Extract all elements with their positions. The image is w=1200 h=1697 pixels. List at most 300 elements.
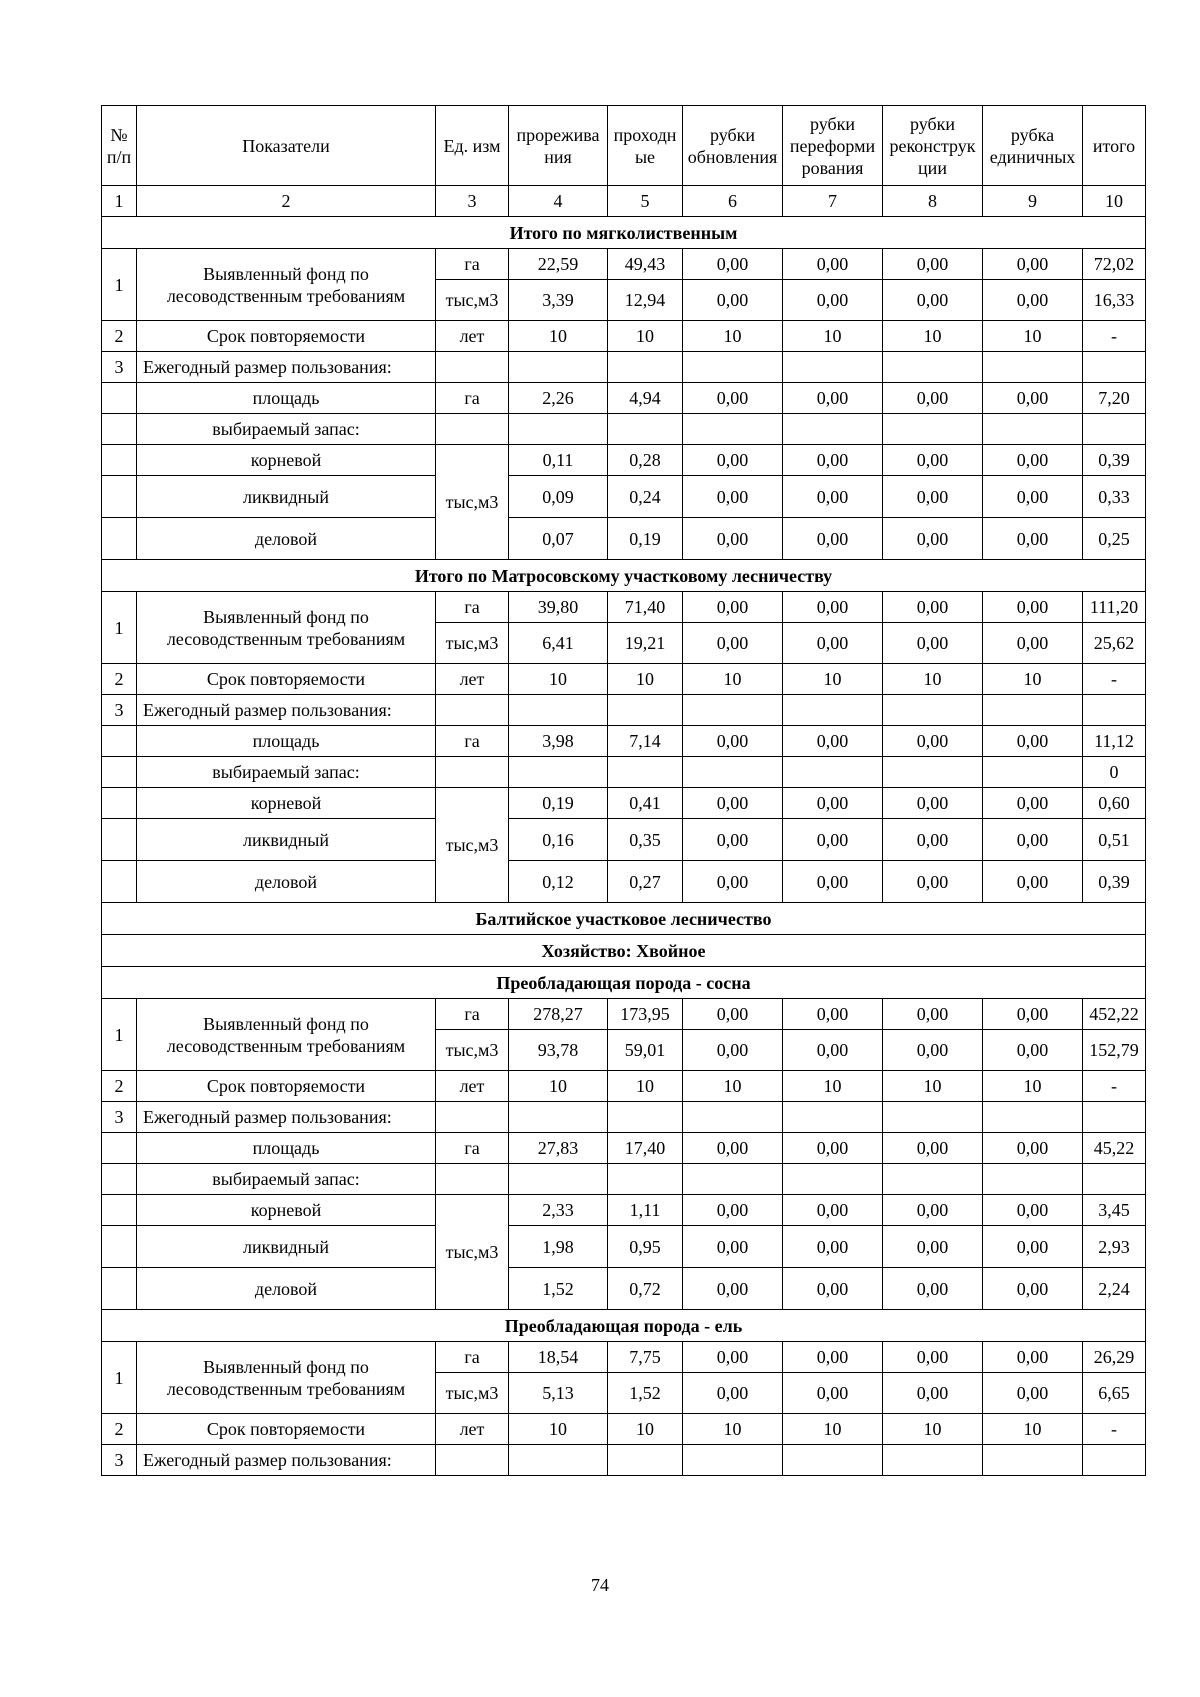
column-header: прорежива ния	[509, 106, 608, 186]
value-cell: 0,00	[683, 1373, 783, 1414]
value-cell: 0,00	[783, 445, 883, 476]
empty-cell	[1083, 352, 1146, 383]
empty-cell	[436, 1445, 509, 1476]
value-cell: 0,00	[783, 861, 883, 903]
table-row	[102, 726, 1146, 757]
value-cell: -	[1083, 321, 1146, 352]
row-label: Срок повторяемости	[137, 664, 436, 695]
table-row	[102, 1445, 1146, 1476]
table-row	[102, 1342, 1146, 1373]
value-cell: 0,39	[1083, 445, 1146, 476]
unit-cell: тыс,м3	[436, 1373, 509, 1414]
row-label: деловой	[137, 518, 436, 560]
value-cell: 0,00	[683, 1226, 783, 1268]
empty-cell	[509, 1102, 608, 1133]
value-cell: 0,00	[683, 726, 783, 757]
value-cell	[783, 1164, 883, 1195]
value-cell: 0,00	[883, 1133, 983, 1164]
value-cell: 0,19	[509, 788, 608, 819]
value-cell: 0,95	[608, 1226, 683, 1268]
value-cell: 0,00	[883, 1342, 983, 1373]
table-row	[102, 695, 1146, 726]
table-row	[102, 1226, 1146, 1268]
table-row	[102, 1414, 1146, 1445]
empty-cell	[1083, 695, 1146, 726]
value-cell: 2,24	[1083, 1268, 1146, 1310]
value-cell: 0,00	[783, 383, 883, 414]
empty-cell	[783, 1102, 883, 1133]
section-title: Хозяйство: Хвойное	[102, 935, 1146, 967]
table-row	[102, 518, 1146, 560]
column-number: 2	[137, 186, 436, 217]
empty-cell	[102, 726, 137, 757]
section-title-row	[102, 967, 1146, 999]
unit-cell: га	[436, 249, 509, 280]
value-cell: 452,22	[1083, 999, 1146, 1030]
value-cell	[683, 757, 783, 788]
value-cell	[509, 757, 608, 788]
value-cell: 2,33	[509, 1195, 608, 1226]
value-cell: 0,00	[983, 999, 1083, 1030]
table-row	[102, 819, 1146, 861]
row-label: Выявленный фонд по лесоводственным требованиям	[137, 592, 436, 664]
section-title-row	[102, 560, 1146, 592]
empty-cell	[509, 695, 608, 726]
row-label: деловой	[137, 861, 436, 903]
column-number: 3	[436, 186, 509, 217]
row-label: ликвидный	[137, 476, 436, 518]
empty-cell	[683, 352, 783, 383]
value-cell: 10	[608, 321, 683, 352]
value-cell: 7,14	[608, 726, 683, 757]
value-cell: 27,83	[509, 1133, 608, 1164]
value-cell: 49,43	[608, 249, 683, 280]
row-number: 1	[102, 249, 137, 321]
value-cell: 10	[783, 1071, 883, 1102]
value-cell: 6,65	[1083, 1373, 1146, 1414]
value-cell: 7,75	[608, 1342, 683, 1373]
value-cell: 18,54	[509, 1342, 608, 1373]
empty-cell	[1083, 1102, 1146, 1133]
row-label: Выявленный фонд по лесоводственным требованиям	[137, 249, 436, 321]
table-row	[102, 414, 1146, 445]
unit-cell: га	[436, 999, 509, 1030]
unit-cell: га	[436, 383, 509, 414]
empty-cell	[883, 1445, 983, 1476]
empty-cell	[983, 695, 1083, 726]
value-cell: 3,98	[509, 726, 608, 757]
value-cell	[783, 414, 883, 445]
value-cell: 10	[683, 1414, 783, 1445]
column-header: рубка единичных	[983, 106, 1083, 186]
column-number: 5	[608, 186, 683, 217]
table-row	[102, 1102, 1146, 1133]
value-cell: 111,20	[1083, 592, 1146, 623]
column-number: 10	[1083, 186, 1146, 217]
row-number: 3	[102, 1445, 137, 1476]
row-number: 2	[102, 321, 137, 352]
value-cell: 10	[983, 321, 1083, 352]
value-cell: 1,52	[509, 1268, 608, 1310]
value-cell: 0,00	[783, 1268, 883, 1310]
value-cell: 10	[783, 664, 883, 695]
value-cell: 10	[608, 1414, 683, 1445]
value-cell: 0,00	[883, 280, 983, 321]
empty-cell	[436, 757, 509, 788]
row-label: площадь	[137, 383, 436, 414]
value-cell: 0,00	[883, 1030, 983, 1071]
value-cell: 3,39	[509, 280, 608, 321]
value-cell: 0,00	[683, 249, 783, 280]
value-cell: 0,00	[983, 445, 1083, 476]
value-cell: 0,00	[883, 788, 983, 819]
column-number-row	[102, 186, 1146, 217]
table-row	[102, 1195, 1146, 1226]
unit-cell: тыс,м3	[436, 280, 509, 321]
row-label: ликвидный	[137, 819, 436, 861]
unit-cell: лет	[436, 1071, 509, 1102]
empty-cell	[983, 1102, 1083, 1133]
value-cell: 0,00	[983, 1226, 1083, 1268]
row-number: 1	[102, 592, 137, 664]
value-cell: 0,00	[883, 623, 983, 664]
value-cell: 0,00	[883, 1195, 983, 1226]
section-title: Преобладающая порода - ель	[102, 1310, 1146, 1342]
column-number: 1	[102, 186, 137, 217]
value-cell: 0,00	[983, 819, 1083, 861]
empty-cell	[102, 414, 137, 445]
value-cell: 10	[509, 1414, 608, 1445]
value-cell	[983, 1164, 1083, 1195]
value-cell: 10	[883, 321, 983, 352]
row-number: 2	[102, 664, 137, 695]
row-number: 2	[102, 1071, 137, 1102]
value-cell	[509, 414, 608, 445]
value-cell: 0,00	[983, 726, 1083, 757]
value-cell: 10	[983, 1071, 1083, 1102]
empty-cell	[102, 476, 137, 518]
value-cell: 1,52	[608, 1373, 683, 1414]
value-cell: 0,00	[783, 623, 883, 664]
empty-cell	[1083, 1445, 1146, 1476]
page-number: 74	[591, 1575, 609, 1595]
row-label: корневой	[137, 788, 436, 819]
empty-cell	[436, 414, 509, 445]
empty-cell	[783, 695, 883, 726]
table-row	[102, 321, 1146, 352]
value-cell: 0,12	[509, 861, 608, 903]
empty-cell	[102, 861, 137, 903]
empty-cell	[102, 757, 137, 788]
row-label: площадь	[137, 1133, 436, 1164]
value-cell: 93,78	[509, 1030, 608, 1071]
column-number: 6	[683, 186, 783, 217]
value-cell: 0,00	[883, 726, 983, 757]
table-row	[102, 352, 1146, 383]
column-header: проходн ые	[608, 106, 683, 186]
row-label: выбираемый запас:	[137, 1164, 436, 1195]
row-label: выбираемый запас:	[137, 414, 436, 445]
value-cell: 0,00	[783, 1373, 883, 1414]
unit-cell: тыс,м3	[436, 623, 509, 664]
value-cell: 10	[683, 664, 783, 695]
section-title-row	[102, 217, 1146, 249]
column-header: Показатели	[137, 106, 436, 186]
value-cell: 0,00	[883, 249, 983, 280]
empty-cell	[102, 1195, 137, 1226]
value-cell: 45,22	[1083, 1133, 1146, 1164]
value-cell: 12,94	[608, 280, 683, 321]
value-cell	[608, 414, 683, 445]
value-cell: 0,00	[683, 623, 783, 664]
value-cell: 0,00	[883, 1373, 983, 1414]
value-cell: 22,59	[509, 249, 608, 280]
empty-cell	[608, 1102, 683, 1133]
column-header: итого	[1083, 106, 1146, 186]
row-number: 3	[102, 352, 137, 383]
row-label: Ежегодный размер пользования:	[137, 1102, 436, 1133]
value-cell: 3,45	[1083, 1195, 1146, 1226]
empty-cell	[608, 695, 683, 726]
empty-cell	[683, 1102, 783, 1133]
unit-cell: тыс,м3	[436, 1030, 509, 1071]
value-cell: 0,00	[783, 788, 883, 819]
row-label: Выявленный фонд по лесоводственным требованиям	[137, 999, 436, 1071]
value-cell: 0,00	[683, 476, 783, 518]
value-cell: 0,00	[983, 788, 1083, 819]
table-row	[102, 664, 1146, 695]
value-cell: 0,00	[883, 999, 983, 1030]
empty-cell	[102, 819, 137, 861]
empty-cell	[608, 352, 683, 383]
value-cell: 19,21	[608, 623, 683, 664]
value-cell: 0,00	[683, 1133, 783, 1164]
value-cell	[1083, 414, 1146, 445]
value-cell: 0,00	[683, 383, 783, 414]
unit-cell: лет	[436, 321, 509, 352]
value-cell	[983, 757, 1083, 788]
value-cell: 0,11	[509, 445, 608, 476]
value-cell: 0,00	[983, 249, 1083, 280]
value-cell: 0,00	[683, 999, 783, 1030]
value-cell: 59,01	[608, 1030, 683, 1071]
value-cell: 25,62	[1083, 623, 1146, 664]
empty-cell	[883, 1102, 983, 1133]
value-cell: 0,00	[983, 861, 1083, 903]
row-label: деловой	[137, 1268, 436, 1310]
value-cell: 10	[608, 664, 683, 695]
value-cell	[683, 1164, 783, 1195]
table-row	[102, 1164, 1146, 1195]
value-cell: 0,27	[608, 861, 683, 903]
row-label: корневой	[137, 1195, 436, 1226]
row-number: 3	[102, 695, 137, 726]
value-cell: 5,13	[509, 1373, 608, 1414]
column-number: 4	[509, 186, 608, 217]
value-cell: 10	[683, 321, 783, 352]
value-cell: 0,00	[983, 1268, 1083, 1310]
empty-cell	[436, 1164, 509, 1195]
empty-cell	[436, 1102, 509, 1133]
row-label: корневой	[137, 445, 436, 476]
row-label: выбираемый запас:	[137, 757, 436, 788]
row-label: Выявленный фонд по лесоводственным требованиям	[137, 1342, 436, 1414]
value-cell	[683, 414, 783, 445]
empty-cell	[102, 788, 137, 819]
value-cell: 0,00	[783, 819, 883, 861]
value-cell: 10	[509, 664, 608, 695]
value-cell	[509, 1164, 608, 1195]
empty-cell	[102, 1164, 137, 1195]
column-number: 7	[783, 186, 883, 217]
value-cell: 0,00	[683, 1268, 783, 1310]
value-cell: 0,16	[509, 819, 608, 861]
value-cell	[608, 757, 683, 788]
value-cell: 0,00	[883, 1268, 983, 1310]
value-cell: 0,00	[783, 249, 883, 280]
section-title: Балтийское участковое лесничество	[102, 903, 1146, 935]
empty-cell	[102, 383, 137, 414]
value-cell: 0,00	[683, 819, 783, 861]
empty-cell	[883, 695, 983, 726]
row-label: Срок повторяемости	[137, 321, 436, 352]
value-cell: 0,24	[608, 476, 683, 518]
value-cell: 0,00	[883, 476, 983, 518]
value-cell: 0,00	[683, 788, 783, 819]
row-label: Ежегодный размер пользования:	[137, 352, 436, 383]
value-cell: 10	[883, 664, 983, 695]
empty-cell	[683, 695, 783, 726]
value-cell: 26,29	[1083, 1342, 1146, 1373]
table-row	[102, 1133, 1146, 1164]
value-cell: 0,00	[983, 383, 1083, 414]
value-cell: 2,26	[509, 383, 608, 414]
value-cell: 39,80	[509, 592, 608, 623]
value-cell: 0,28	[608, 445, 683, 476]
column-number: 8	[883, 186, 983, 217]
row-label: Срок повторяемости	[137, 1071, 436, 1102]
value-cell: 0,00	[683, 1030, 783, 1071]
empty-cell	[509, 352, 608, 383]
value-cell: 0,39	[1083, 861, 1146, 903]
value-cell: 0,00	[883, 819, 983, 861]
value-cell: 0,00	[983, 592, 1083, 623]
value-cell: 0,72	[608, 1268, 683, 1310]
value-cell: 0,25	[1083, 518, 1146, 560]
forest-use-table	[101, 105, 1146, 1476]
value-cell: 0,00	[983, 1342, 1083, 1373]
column-header: рубки реконструк ции	[883, 106, 983, 186]
value-cell: 0,35	[608, 819, 683, 861]
value-cell: 17,40	[608, 1133, 683, 1164]
value-cell: 10	[783, 1414, 883, 1445]
value-cell: 0,00	[683, 518, 783, 560]
empty-cell	[783, 352, 883, 383]
row-label: Ежегодный размер пользования:	[137, 1445, 436, 1476]
column-header: рубки обновления	[683, 106, 783, 186]
value-cell: 0,00	[783, 726, 883, 757]
table-row	[102, 249, 1146, 280]
value-cell: 0,00	[683, 280, 783, 321]
value-cell: 0,00	[783, 280, 883, 321]
value-cell: 0,00	[783, 1030, 883, 1071]
value-cell	[783, 757, 883, 788]
section-title-row	[102, 1310, 1146, 1342]
table-row	[102, 1268, 1146, 1310]
value-cell: 0,00	[683, 445, 783, 476]
row-label: Срок повторяемости	[137, 1414, 436, 1445]
value-cell: 0,00	[783, 1342, 883, 1373]
value-cell: 0,00	[983, 476, 1083, 518]
value-cell: 1,98	[509, 1226, 608, 1268]
value-cell: 10	[608, 1071, 683, 1102]
value-cell: 0,00	[983, 1195, 1083, 1226]
section-title-row	[102, 935, 1146, 967]
value-cell: -	[1083, 1071, 1146, 1102]
section-title: Итого по мягколиственным	[102, 217, 1146, 249]
row-label: ликвидный	[137, 1226, 436, 1268]
row-number: 3	[102, 1102, 137, 1133]
value-cell: 0,19	[608, 518, 683, 560]
value-cell: 0,00	[783, 1133, 883, 1164]
value-cell: 4,94	[608, 383, 683, 414]
empty-cell	[983, 1445, 1083, 1476]
value-cell	[983, 414, 1083, 445]
value-cell: 72,02	[1083, 249, 1146, 280]
value-cell: 0,00	[683, 861, 783, 903]
table-row	[102, 788, 1146, 819]
value-cell: 0,00	[983, 623, 1083, 664]
value-cell	[1083, 1164, 1146, 1195]
row-label: площадь	[137, 726, 436, 757]
table-row	[102, 861, 1146, 903]
value-cell: 0,00	[683, 592, 783, 623]
empty-cell	[509, 1445, 608, 1476]
value-cell: 0,00	[683, 1195, 783, 1226]
value-cell: 10	[983, 1414, 1083, 1445]
value-cell: -	[1083, 664, 1146, 695]
value-cell	[608, 1164, 683, 1195]
table-row	[102, 445, 1146, 476]
empty-cell	[783, 1445, 883, 1476]
value-cell: 0,00	[883, 1226, 983, 1268]
unit-cell: лет	[436, 1414, 509, 1445]
value-cell: 10	[683, 1071, 783, 1102]
empty-cell	[983, 352, 1083, 383]
value-cell: 0,00	[783, 1195, 883, 1226]
empty-cell	[102, 445, 137, 476]
value-cell: 0,00	[883, 592, 983, 623]
unit-cell: га	[436, 1133, 509, 1164]
empty-cell	[436, 352, 509, 383]
value-cell: 0,09	[509, 476, 608, 518]
empty-cell	[608, 1445, 683, 1476]
column-header: рубки переформи рования	[783, 106, 883, 186]
unit-cell: лет	[436, 664, 509, 695]
value-cell: 0,00	[983, 1373, 1083, 1414]
unit-cell: га	[436, 726, 509, 757]
column-header: № п/п	[102, 106, 137, 186]
table-row	[102, 476, 1146, 518]
row-label: Ежегодный размер пользования:	[137, 695, 436, 726]
value-cell: 0,00	[883, 861, 983, 903]
value-cell: 2,93	[1083, 1226, 1146, 1268]
value-cell: 152,79	[1083, 1030, 1146, 1071]
section-title: Итого по Матросовскому участковому лесничеству	[102, 560, 1146, 592]
value-cell: 7,20	[1083, 383, 1146, 414]
value-cell: 173,95	[608, 999, 683, 1030]
value-cell: 0,00	[783, 999, 883, 1030]
